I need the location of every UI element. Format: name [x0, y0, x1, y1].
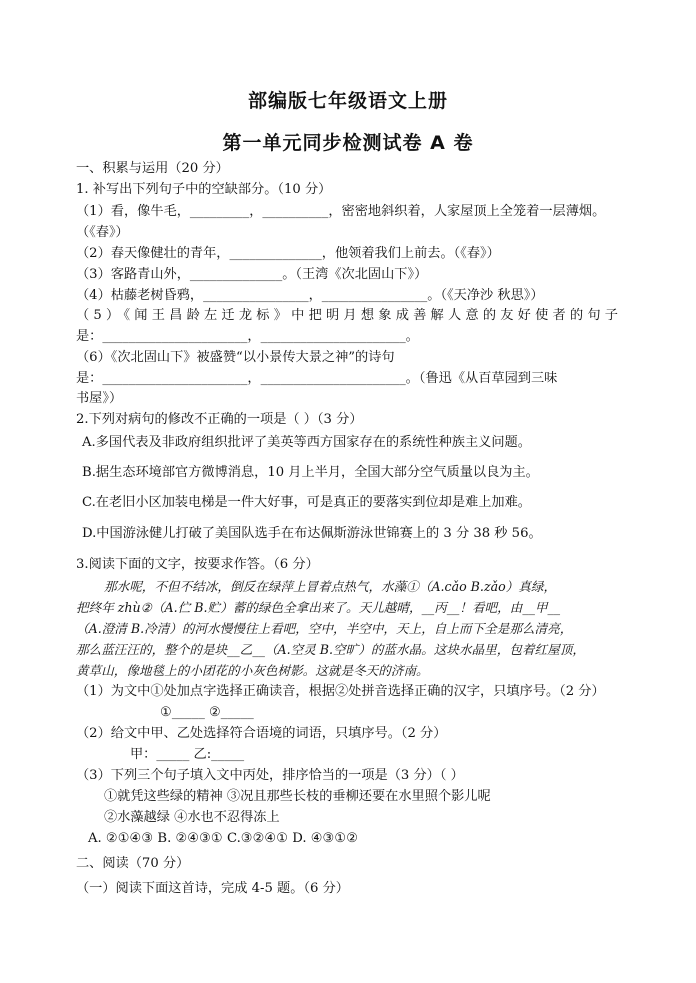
section-heading: 一、积累与运用（20 分）: [76, 161, 229, 176]
q1-item-5-answer: 是：______________________，______________________。: [76, 329, 419, 344]
q3-sub-2: （2）给文中甲、乙处选择符合语境的词语，只填序号。（2 分）: [76, 726, 447, 741]
question-3: 3.阅读下面的文字，按要求作答。（6 分）: [76, 557, 319, 572]
passage-line-3: （A.澄清 B.冷清）的河水慢慢往上看吧，空中，半空中，天上，自上而下全是那么清亮，: [76, 621, 573, 636]
q2-option-b: B.据生态环境部官方微博消息，10 月上半月，全国大部分空气质量以良为主。: [82, 465, 539, 480]
section-heading-2: 二、阅读（70 分）: [76, 856, 190, 871]
q1-item-1-source: （《春》）: [76, 225, 129, 240]
q3-sub-1-blanks: ①_____ ②_____: [160, 705, 254, 720]
q3-sub-3: （3）下列三个句子填入文中丙处，排序恰当的一项是（3 分）（ ）: [76, 768, 464, 783]
q1-item-6-answer: 是：______________________，______________________。（鲁迅《从百草园到三味: [76, 371, 558, 386]
q3-sub-3-options: A. ②①④③ B. ②④③① C.③②④① D. ④③①②: [88, 831, 359, 846]
q2-option-d: D.中国游泳健儿打破了美国队选手在布达佩斯游泳世锦赛上的 3 分 38 秒 56。: [82, 526, 542, 541]
doc-subtitle: 第一单元同步检测试卷 A 卷: [222, 132, 474, 154]
doc-title: 部编版七年级语文上册: [247, 90, 448, 112]
passage-line-5: 黄草山，像地毯上的小团花的小灰色树影。这就是冬天的济南。: [76, 663, 429, 678]
passage-line-1: 那水呢，不但不结冰，倒反在绿萍上冒着点热气，水藻①（A.cǎo B.zǎo）真绿，: [104, 579, 557, 594]
reading-intro: （一）阅读下面这首诗，完成 4-5 题。（6 分）: [76, 881, 349, 896]
q1-item-5: （5）《闻王昌龄左迁龙标》中把明月想象成善解人意的友好使者的句子: [76, 308, 618, 323]
q3-sub-1: （1）为文中①处加点字选择正确读音，根据②处拼音选择正确的汉字，只填序号。（2 分）: [76, 684, 605, 699]
passage-line-4: 那么蓝汪汪的，整个的是块__乙__（A.空灵 B.空旷）的蓝水晶。这块水晶里，包着红屋顶，: [76, 642, 585, 657]
q2-option-a: A.多国代表及非政府组织批评了美英等西方国家存在的系统性种族主义问题。: [82, 435, 531, 450]
q1-item-2: （2）春天像健壮的青年，______________，他领着我们上前去。（《春》）: [76, 246, 500, 261]
q1-item-1: （1）看，像牛毛，_________，__________，密密地斜织着，人家屋顶上全笼着一层薄烟。: [76, 204, 606, 219]
q3-sub-3-sentences-a: ①就凭这些绿的精神 ③况且那些长枝的垂柳还要在水里照个影儿呢: [104, 789, 491, 804]
q3-sub-2-blanks: 甲：_____ 乙:_____: [130, 747, 245, 762]
q1-item-3: （3）客路青山外，______________。（王湾《次北固山下》）: [76, 267, 428, 282]
q1-item-6-answer-cont: 书屋》）: [76, 391, 123, 406]
passage-line-2: 把终年 zhù②（A.伫 B.贮）蓄的绿色全拿出来了。天儿越晴，__丙__！看吧，由__甲__: [76, 600, 561, 615]
q2-option-c: C.在老旧小区加装电梯是一件大好事，可是真正的要落实到位却是难上加难。: [82, 495, 531, 510]
question-2: 2.下列对病句的修改不正确的一项是（ ）（3 分）: [76, 412, 363, 427]
q1-item-4: （4）枯藤老树昏鸦，________________，________________。（《天净沙 秋思》）: [76, 288, 544, 303]
question-1: 1. 补写出下列句子中的空缺部分。（10 分）: [76, 182, 332, 197]
q3-sub-3-sentences-b: ②水藻越绿 ④水也不忍得冻上: [104, 810, 280, 825]
q1-item-6: （6）《次北固山下》被盛赞“以小景传大景之神”的诗句: [76, 350, 395, 365]
